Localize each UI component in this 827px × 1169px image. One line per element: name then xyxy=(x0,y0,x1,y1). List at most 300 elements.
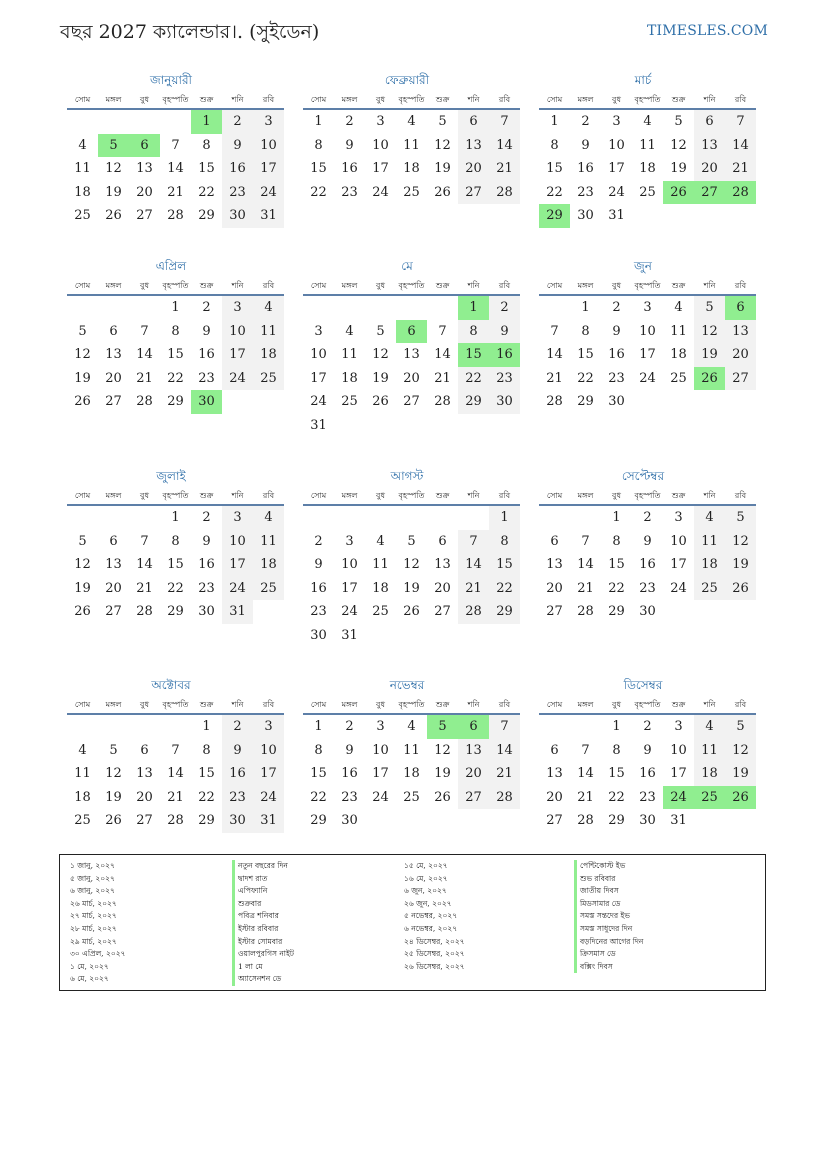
day-cell[interactable]: 17 xyxy=(372,766,389,781)
day-cell[interactable]: 11 xyxy=(341,347,358,362)
day-cell[interactable]: 24 xyxy=(372,789,389,805)
day-cell[interactable]: 23 xyxy=(222,181,253,205)
day-cell[interactable]: 15 xyxy=(546,161,563,176)
holiday-day-cell[interactable]: 28 xyxy=(725,181,756,205)
day-cell[interactable]: 23 xyxy=(489,367,520,391)
day-cell[interactable]: 23 xyxy=(608,370,625,386)
day-cell[interactable]: 27 xyxy=(403,394,420,409)
day-cell[interactable]: 7 xyxy=(581,533,590,549)
day-cell[interactable]: 14 xyxy=(136,557,153,572)
day-cell[interactable]: 29 xyxy=(458,390,489,414)
day-cell[interactable]: 22 xyxy=(198,184,215,200)
day-cell[interactable]: 15 xyxy=(577,347,594,362)
day-cell[interactable]: 18 xyxy=(372,580,389,596)
day-cell[interactable]: 24 xyxy=(310,394,327,409)
day-cell[interactable]: 3 xyxy=(314,323,323,339)
day-cell[interactable]: 11 xyxy=(694,739,725,763)
day-cell[interactable]: 31 xyxy=(670,813,687,828)
day-cell[interactable]: 25 xyxy=(74,208,91,223)
day-cell[interactable]: 20 xyxy=(403,370,420,386)
day-cell[interactable]: 12 xyxy=(670,137,687,153)
day-cell[interactable]: 23 xyxy=(341,184,358,200)
day-cell[interactable]: 20 xyxy=(725,343,756,367)
day-cell[interactable]: 19 xyxy=(372,370,389,386)
day-cell[interactable]: 9 xyxy=(202,323,211,339)
day-cell[interactable]: 6 xyxy=(694,110,725,134)
day-cell[interactable]: 13 xyxy=(458,134,489,158)
day-cell[interactable]: 17 xyxy=(608,161,625,176)
day-cell[interactable]: 1 xyxy=(581,300,590,315)
day-cell[interactable]: 13 xyxy=(434,557,451,572)
day-cell[interactable]: 22 xyxy=(608,789,625,805)
day-cell[interactable]: 4 xyxy=(694,506,725,530)
day-cell[interactable]: 8 xyxy=(581,323,590,339)
day-cell[interactable]: 24 xyxy=(341,604,358,619)
day-cell[interactable]: 18 xyxy=(74,789,91,805)
day-cell[interactable]: 16 xyxy=(341,161,358,176)
day-cell[interactable]: 16 xyxy=(222,157,253,181)
day-cell[interactable]: 19 xyxy=(74,370,91,386)
day-cell[interactable]: 21 xyxy=(577,580,594,596)
day-cell[interactable]: 6 xyxy=(109,533,118,549)
day-cell[interactable]: 25 xyxy=(403,184,420,200)
day-cell[interactable]: 27 xyxy=(434,604,451,619)
day-cell[interactable]: 7 xyxy=(458,530,489,554)
day-cell[interactable]: 20 xyxy=(546,789,563,805)
day-cell[interactable]: 8 xyxy=(314,137,323,153)
holiday-day-cell[interactable]: 1 xyxy=(191,110,222,134)
day-cell[interactable]: 11 xyxy=(403,742,420,758)
day-cell[interactable]: 21 xyxy=(167,184,184,200)
day-cell[interactable]: 22 xyxy=(310,789,327,805)
day-cell[interactable]: 7 xyxy=(171,137,180,153)
day-cell[interactable]: 5 xyxy=(438,114,447,129)
day-cell[interactable]: 30 xyxy=(198,604,215,619)
day-cell[interactable]: 19 xyxy=(725,762,756,786)
day-cell[interactable]: 13 xyxy=(105,557,122,572)
day-cell[interactable]: 5 xyxy=(674,114,683,129)
day-cell[interactable]: 29 xyxy=(577,394,594,409)
day-cell[interactable]: 29 xyxy=(608,604,625,619)
day-cell[interactable]: 5 xyxy=(376,323,385,339)
day-cell[interactable]: 20 xyxy=(136,789,153,805)
day-cell[interactable]: 1 xyxy=(171,510,180,525)
day-cell[interactable]: 30 xyxy=(222,809,253,833)
day-cell[interactable]: 21 xyxy=(458,577,489,601)
day-cell[interactable]: 29 xyxy=(167,604,184,619)
day-cell[interactable]: 13 xyxy=(546,766,563,781)
day-cell[interactable]: 21 xyxy=(434,370,451,386)
day-cell[interactable]: 13 xyxy=(136,161,153,176)
holiday-day-cell[interactable]: 30 xyxy=(191,390,222,414)
day-cell[interactable]: 24 xyxy=(222,367,253,391)
day-cell[interactable]: 15 xyxy=(198,161,215,176)
day-cell[interactable]: 10 xyxy=(639,323,656,339)
day-cell[interactable]: 18 xyxy=(694,553,725,577)
day-cell[interactable]: 27 xyxy=(136,208,153,223)
day-cell[interactable]: 3 xyxy=(345,533,354,549)
holiday-day-cell[interactable]: 6 xyxy=(725,296,756,320)
day-cell[interactable]: 30 xyxy=(222,204,253,228)
day-cell[interactable]: 19 xyxy=(105,184,122,200)
day-cell[interactable]: 9 xyxy=(222,739,253,763)
day-cell[interactable]: 1 xyxy=(612,719,621,734)
day-cell[interactable]: 10 xyxy=(670,533,687,549)
day-cell[interactable]: 23 xyxy=(341,789,358,805)
day-cell[interactable]: 18 xyxy=(253,343,284,367)
day-cell[interactable]: 4 xyxy=(407,114,416,129)
day-cell[interactable]: 22 xyxy=(198,789,215,805)
day-cell[interactable]: 4 xyxy=(253,506,284,530)
holiday-day-cell[interactable]: 6 xyxy=(396,320,427,344)
day-cell[interactable]: 25 xyxy=(253,367,284,391)
day-cell[interactable]: 27 xyxy=(136,813,153,828)
day-cell[interactable]: 13 xyxy=(105,347,122,362)
day-cell[interactable]: 16 xyxy=(639,766,656,781)
day-cell[interactable]: 14 xyxy=(489,134,520,158)
day-cell[interactable]: 3 xyxy=(612,114,621,129)
day-cell[interactable]: 22 xyxy=(577,370,594,386)
holiday-day-cell[interactable]: 25 xyxy=(694,786,725,810)
day-cell[interactable]: 5 xyxy=(694,296,725,320)
day-cell[interactable]: 16 xyxy=(341,766,358,781)
day-cell[interactable]: 11 xyxy=(639,137,656,153)
day-cell[interactable]: 20 xyxy=(694,157,725,181)
day-cell[interactable]: 4 xyxy=(376,533,385,549)
day-cell[interactable]: 12 xyxy=(725,530,756,554)
day-cell[interactable]: 21 xyxy=(136,580,153,596)
day-cell[interactable]: 17 xyxy=(372,161,389,176)
day-cell[interactable]: 3 xyxy=(222,506,253,530)
day-cell[interactable]: 3 xyxy=(674,510,683,525)
day-cell[interactable]: 5 xyxy=(109,742,118,758)
day-cell[interactable]: 15 xyxy=(608,557,625,572)
day-cell[interactable]: 21 xyxy=(489,157,520,181)
day-cell[interactable]: 19 xyxy=(694,343,725,367)
day-cell[interactable]: 10 xyxy=(670,742,687,758)
day-cell[interactable]: 7 xyxy=(489,110,520,134)
holiday-day-cell[interactable]: 6 xyxy=(129,134,160,158)
day-cell[interactable]: 15 xyxy=(167,557,184,572)
day-cell[interactable]: 5 xyxy=(407,533,416,549)
day-cell[interactable]: 12 xyxy=(434,137,451,153)
day-cell[interactable]: 8 xyxy=(202,137,211,153)
day-cell[interactable]: 7 xyxy=(725,110,756,134)
day-cell[interactable]: 29 xyxy=(167,394,184,409)
day-cell[interactable]: 2 xyxy=(202,510,211,525)
day-cell[interactable]: 30 xyxy=(639,813,656,828)
day-cell[interactable]: 10 xyxy=(341,557,358,572)
day-cell[interactable]: 4 xyxy=(674,300,683,315)
day-cell[interactable]: 29 xyxy=(608,813,625,828)
day-cell[interactable]: 5 xyxy=(725,715,756,739)
day-cell[interactable]: 8 xyxy=(171,533,180,549)
day-cell[interactable]: 13 xyxy=(694,134,725,158)
day-cell[interactable]: 18 xyxy=(341,370,358,386)
day-cell[interactable]: 8 xyxy=(314,742,323,758)
day-cell[interactable]: 21 xyxy=(136,370,153,386)
day-cell[interactable]: 9 xyxy=(345,742,354,758)
day-cell[interactable]: 29 xyxy=(198,208,215,223)
day-cell[interactable]: 17 xyxy=(639,347,656,362)
day-cell[interactable]: 28 xyxy=(167,208,184,223)
day-cell[interactable]: 2 xyxy=(643,719,652,734)
holiday-day-cell[interactable]: 6 xyxy=(458,715,489,739)
day-cell[interactable]: 20 xyxy=(458,157,489,181)
day-cell[interactable]: 28 xyxy=(458,600,489,624)
day-cell[interactable]: 13 xyxy=(136,766,153,781)
day-cell[interactable]: 24 xyxy=(670,580,687,596)
day-cell[interactable]: 4 xyxy=(694,715,725,739)
day-cell[interactable]: 21 xyxy=(577,789,594,805)
day-cell[interactable]: 10 xyxy=(253,739,284,763)
day-cell[interactable]: 25 xyxy=(639,184,656,200)
day-cell[interactable]: 25 xyxy=(403,789,420,805)
day-cell[interactable]: 31 xyxy=(222,600,253,624)
day-cell[interactable]: 14 xyxy=(167,161,184,176)
day-cell[interactable]: 7 xyxy=(550,323,559,339)
day-cell[interactable]: 26 xyxy=(74,604,91,619)
day-cell[interactable]: 18 xyxy=(253,553,284,577)
day-cell[interactable]: 2 xyxy=(643,510,652,525)
day-cell[interactable]: 7 xyxy=(140,323,149,339)
day-cell[interactable]: 12 xyxy=(105,766,122,781)
day-cell[interactable]: 28 xyxy=(136,394,153,409)
day-cell[interactable]: 24 xyxy=(372,184,389,200)
day-cell[interactable]: 14 xyxy=(577,557,594,572)
day-cell[interactable]: 6 xyxy=(140,742,149,758)
day-cell[interactable]: 10 xyxy=(222,530,253,554)
holiday-day-cell[interactable]: 24 xyxy=(663,786,694,810)
day-cell[interactable]: 7 xyxy=(171,742,180,758)
day-cell[interactable]: 14 xyxy=(458,553,489,577)
day-cell[interactable]: 23 xyxy=(577,184,594,200)
day-cell[interactable]: 17 xyxy=(222,553,253,577)
day-cell[interactable]: 14 xyxy=(434,347,451,362)
day-cell[interactable]: 11 xyxy=(74,766,91,781)
day-cell[interactable]: 12 xyxy=(694,320,725,344)
day-cell[interactable]: 19 xyxy=(403,580,420,596)
day-cell[interactable]: 27 xyxy=(458,181,489,205)
day-cell[interactable]: 30 xyxy=(639,604,656,619)
day-cell[interactable]: 31 xyxy=(310,417,327,433)
day-cell[interactable]: 24 xyxy=(222,577,253,601)
day-cell[interactable]: 17 xyxy=(670,557,687,572)
day-cell[interactable]: 20 xyxy=(434,580,451,596)
day-cell[interactable]: 11 xyxy=(253,320,284,344)
day-cell[interactable]: 1 xyxy=(489,506,520,530)
day-cell[interactable]: 17 xyxy=(253,157,284,181)
day-cell[interactable]: 21 xyxy=(167,789,184,805)
day-cell[interactable]: 10 xyxy=(372,137,389,153)
day-cell[interactable]: 26 xyxy=(372,394,389,409)
day-cell[interactable]: 1 xyxy=(171,300,180,315)
day-cell[interactable]: 24 xyxy=(253,181,284,205)
day-cell[interactable]: 14 xyxy=(489,739,520,763)
day-cell[interactable]: 23 xyxy=(198,370,215,386)
day-cell[interactable]: 2 xyxy=(202,300,211,315)
day-cell[interactable]: 17 xyxy=(253,762,284,786)
day-cell[interactable]: 26 xyxy=(105,208,122,223)
day-cell[interactable]: 9 xyxy=(581,137,590,153)
day-cell[interactable]: 6 xyxy=(438,533,447,549)
day-cell[interactable]: 27 xyxy=(458,786,489,810)
day-cell[interactable]: 8 xyxy=(489,530,520,554)
day-cell[interactable]: 18 xyxy=(639,161,656,176)
day-cell[interactable]: 6 xyxy=(550,742,559,758)
day-cell[interactable]: 5 xyxy=(78,323,87,339)
holiday-day-cell[interactable]: 29 xyxy=(539,204,570,228)
day-cell[interactable]: 1 xyxy=(550,114,559,129)
day-cell[interactable]: 1 xyxy=(314,114,323,129)
day-cell[interactable]: 4 xyxy=(345,323,354,339)
day-cell[interactable]: 11 xyxy=(253,530,284,554)
day-cell[interactable]: 2 xyxy=(222,110,253,134)
day-cell[interactable]: 14 xyxy=(725,134,756,158)
day-cell[interactable]: 15 xyxy=(167,347,184,362)
day-cell[interactable]: 3 xyxy=(222,296,253,320)
day-cell[interactable]: 20 xyxy=(136,184,153,200)
day-cell[interactable]: 29 xyxy=(310,813,327,828)
holiday-day-cell[interactable]: 26 xyxy=(725,786,756,810)
day-cell[interactable]: 3 xyxy=(376,114,385,129)
day-cell[interactable]: 14 xyxy=(136,347,153,362)
day-cell[interactable]: 23 xyxy=(222,786,253,810)
day-cell[interactable]: 13 xyxy=(458,739,489,763)
day-cell[interactable]: 19 xyxy=(434,766,451,781)
day-cell[interactable]: 9 xyxy=(345,137,354,153)
holiday-day-cell[interactable]: 15 xyxy=(458,343,489,367)
day-cell[interactable]: 12 xyxy=(105,161,122,176)
day-cell[interactable]: 6 xyxy=(109,323,118,339)
day-cell[interactable]: 15 xyxy=(310,161,327,176)
day-cell[interactable]: 9 xyxy=(314,557,323,572)
day-cell[interactable]: 23 xyxy=(310,604,327,619)
holiday-day-cell[interactable]: 27 xyxy=(694,181,725,205)
day-cell[interactable]: 2 xyxy=(489,296,520,320)
day-cell[interactable]: 12 xyxy=(434,742,451,758)
day-cell[interactable]: 2 xyxy=(345,114,354,129)
day-cell[interactable]: 22 xyxy=(310,184,327,200)
day-cell[interactable]: 22 xyxy=(167,580,184,596)
day-cell[interactable]: 12 xyxy=(372,347,389,362)
day-cell[interactable]: 2 xyxy=(345,719,354,734)
day-cell[interactable]: 17 xyxy=(222,343,253,367)
day-cell[interactable]: 7 xyxy=(140,533,149,549)
day-cell[interactable]: 26 xyxy=(74,394,91,409)
day-cell[interactable]: 28 xyxy=(167,813,184,828)
day-cell[interactable]: 9 xyxy=(489,320,520,344)
day-cell[interactable]: 16 xyxy=(639,557,656,572)
day-cell[interactable]: 30 xyxy=(608,394,625,409)
day-cell[interactable]: 31 xyxy=(341,627,358,643)
day-cell[interactable]: 19 xyxy=(105,789,122,805)
day-cell[interactable]: 4 xyxy=(78,742,87,758)
day-cell[interactable]: 25 xyxy=(341,394,358,409)
day-cell[interactable]: 4 xyxy=(78,137,87,153)
day-cell[interactable]: 10 xyxy=(222,320,253,344)
day-cell[interactable]: 11 xyxy=(74,161,91,176)
day-cell[interactable]: 16 xyxy=(608,347,625,362)
holiday-day-cell[interactable]: 5 xyxy=(427,715,458,739)
day-cell[interactable]: 25 xyxy=(74,813,91,828)
site-logo-text[interactable]: TIMESLES.COM xyxy=(647,23,768,39)
day-cell[interactable]: 14 xyxy=(167,766,184,781)
day-cell[interactable]: 31 xyxy=(253,809,284,833)
day-cell[interactable]: 4 xyxy=(643,114,652,129)
day-cell[interactable]: 2 xyxy=(612,300,621,315)
day-cell[interactable]: 16 xyxy=(310,580,327,596)
day-cell[interactable]: 20 xyxy=(105,370,122,386)
day-cell[interactable]: 13 xyxy=(403,347,420,362)
day-cell[interactable]: 26 xyxy=(105,813,122,828)
day-cell[interactable]: 15 xyxy=(608,766,625,781)
day-cell[interactable]: 16 xyxy=(577,161,594,176)
day-cell[interactable]: 18 xyxy=(694,762,725,786)
day-cell[interactable]: 25 xyxy=(253,577,284,601)
day-cell[interactable]: 2 xyxy=(222,715,253,739)
day-cell[interactable]: 31 xyxy=(253,204,284,228)
day-cell[interactable]: 15 xyxy=(310,766,327,781)
day-cell[interactable]: 11 xyxy=(403,137,420,153)
day-cell[interactable]: 16 xyxy=(198,557,215,572)
day-cell[interactable]: 29 xyxy=(198,813,215,828)
holiday-day-cell[interactable]: 16 xyxy=(489,343,520,367)
day-cell[interactable]: 11 xyxy=(670,323,687,339)
day-cell[interactable]: 18 xyxy=(74,184,91,200)
day-cell[interactable]: 30 xyxy=(577,208,594,223)
day-cell[interactable]: 26 xyxy=(725,577,756,601)
day-cell[interactable]: 27 xyxy=(725,367,756,391)
day-cell[interactable]: 17 xyxy=(310,370,327,386)
day-cell[interactable]: 8 xyxy=(202,742,211,758)
holiday-day-cell[interactable]: 5 xyxy=(98,134,129,158)
day-cell[interactable]: 25 xyxy=(372,604,389,619)
day-cell[interactable]: 10 xyxy=(608,137,625,153)
holiday-day-cell[interactable]: 26 xyxy=(663,181,694,205)
day-cell[interactable]: 20 xyxy=(105,580,122,596)
day-cell[interactable]: 8 xyxy=(612,742,621,758)
day-cell[interactable]: 31 xyxy=(608,208,625,223)
day-cell[interactable]: 22 xyxy=(608,580,625,596)
day-cell[interactable]: 28 xyxy=(489,786,520,810)
day-cell[interactable]: 28 xyxy=(489,181,520,205)
day-cell[interactable]: 8 xyxy=(612,533,621,549)
day-cell[interactable]: 9 xyxy=(612,323,621,339)
day-cell[interactable]: 20 xyxy=(458,762,489,786)
day-cell[interactable]: 22 xyxy=(458,367,489,391)
day-cell[interactable]: 1 xyxy=(314,719,323,734)
day-cell[interactable]: 11 xyxy=(694,530,725,554)
day-cell[interactable]: 10 xyxy=(372,742,389,758)
day-cell[interactable]: 9 xyxy=(643,742,652,758)
day-cell[interactable]: 2 xyxy=(581,114,590,129)
day-cell[interactable]: 3 xyxy=(253,715,284,739)
day-cell[interactable]: 26 xyxy=(403,604,420,619)
day-cell[interactable]: 25 xyxy=(670,370,687,386)
day-cell[interactable]: 20 xyxy=(546,580,563,596)
day-cell[interactable]: 6 xyxy=(458,110,489,134)
day-cell[interactable]: 25 xyxy=(694,577,725,601)
day-cell[interactable]: 10 xyxy=(310,347,327,362)
day-cell[interactable]: 18 xyxy=(403,766,420,781)
day-cell[interactable]: 21 xyxy=(546,370,563,386)
day-cell[interactable]: 21 xyxy=(725,157,756,181)
day-cell[interactable]: 26 xyxy=(434,789,451,805)
day-cell[interactable]: 13 xyxy=(546,557,563,572)
day-cell[interactable]: 14 xyxy=(546,347,563,362)
day-cell[interactable]: 7 xyxy=(438,323,447,339)
